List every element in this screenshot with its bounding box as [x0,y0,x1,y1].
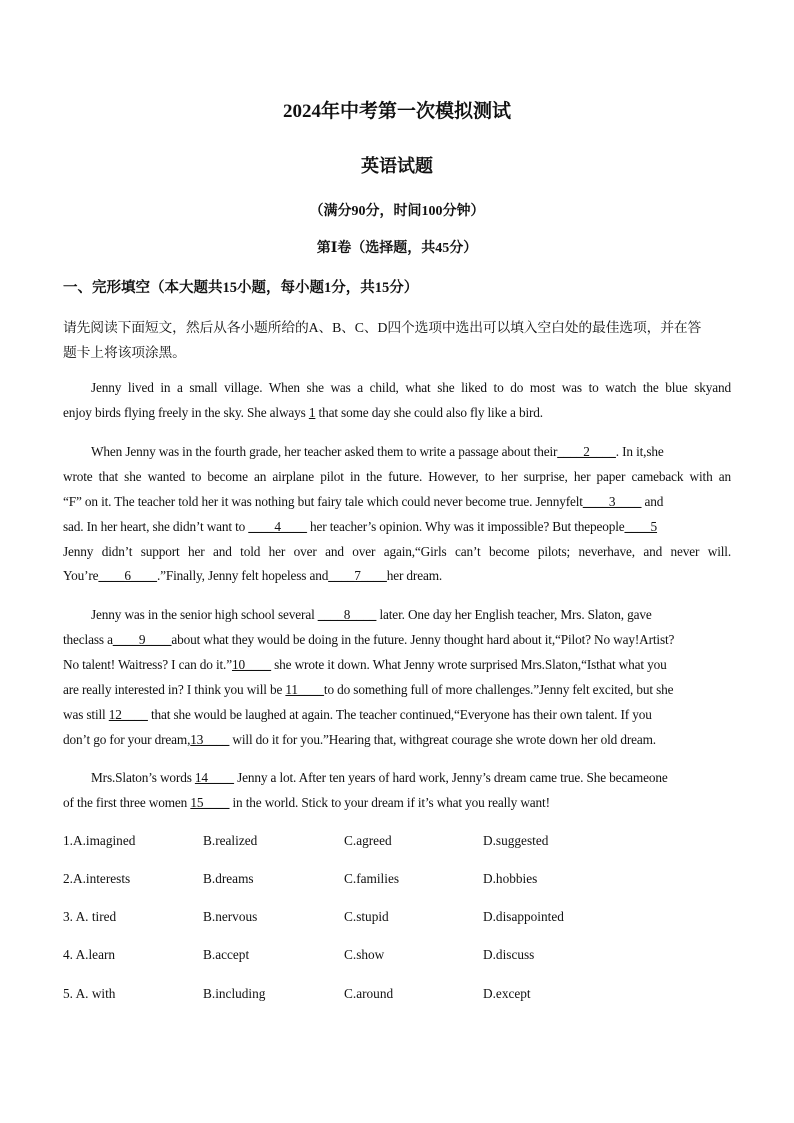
blank-5: ____5 [624,519,658,534]
blank-7: ____7____ [328,568,387,583]
passage-p3-line-2: theclass a____9____about what they would be doing in the future. Jenny thought hard about it,“Pilot? No way!Artist? [63,632,675,647]
section-heading: 一、完形填空（本大题共15小题，每小题1分，共15分） [63,280,419,296]
option-2a: 2.A.interests [63,871,131,886]
option-3c: C.stupid [344,909,389,924]
option-4c: C.show [344,947,385,962]
option-2d: D.hobbies [483,871,538,886]
option-5c: C.around [344,986,394,1001]
option-5d: D.except [483,986,531,1001]
blank-8: ____8____ [317,607,377,622]
passage-p2-line-5: Jenny didn’t support her and told her over and over again,“Girls can’t become pilots; neverhave, and never will. [63,544,731,559]
option-3b: B.nervous [203,909,258,924]
passage-p2-line-1: When Jenny was in the fourth grade, her teacher asked them to write a passage about their____2____. In it,she [91,444,664,459]
passage-p2-line-2: wrote that she wanted to become an airplane pilot in the future. However, to her surprise, her paper cameback with an [63,469,731,484]
option-4b: B.accept [203,947,250,962]
passage-p2-line-3: “F” on it. The teacher told her it was nothing but fairy tale which could never become true. Jennyfelt____3____ and [63,494,664,509]
blank-10: 10____ [231,657,271,672]
passage-p3-line-6: don’t go for your dream,13____ will do it for you.”Hearing that, withgreat courage she wrote down her old dream. [63,732,656,747]
option-3d: D.disappointed [483,909,564,924]
exam-info: （满分90分，时间100分钟） [309,204,485,219]
blank-9: ____9____ [112,632,172,647]
option-5a: 5. A. with [63,986,116,1001]
blank-12: 12____ [108,707,148,722]
option-1d: D.suggested [483,833,549,848]
exam-subject: 英语试题 [361,156,433,176]
passage-p2-line-4: sad. In her heart, she didn’t want to ____4____ her teacher’s opinion. Why was it impossible? But thepeople____5 [63,519,658,534]
option-4a: 4. A.learn [63,947,116,962]
passage-p3-line-4: are really interested in? I think you will be 11____to do something full of more challenges.”Jenny felt excited, but she [63,682,674,697]
blank-15: 15____ [190,795,230,810]
blank-13: 13____ [190,732,230,747]
option-2c: C.families [344,871,400,886]
option-1c: C.agreed [344,833,392,848]
option-1b: B.realized [203,833,258,848]
passage-p4-line-1: Mrs.Slaton’s words 14____ Jenny a lot. After ten years of hard work, Jenny’s dream came true. She becameone [91,770,668,785]
option-5b: B.including [203,986,266,1001]
option-4d: D.discuss [483,947,535,962]
passage-p4-line-2: of the first three women 15____ in the world. Stick to your dream if it’s what you really want! [63,795,550,810]
passage-p3-line-5: was still 12____ that she would be laughed at again. The teacher continued,“Everyone has their own talent. If you [63,707,652,722]
passage-p2-line-6: You’re____6____.”Finally, Jenny felt hopeless and____7____her dream. [63,568,443,583]
blank-6: ____6____ [98,568,157,583]
instruction-line-1: 请先阅读下面短文，然后从各小题所给的A、B、C、D四个选项中选出可以填入空白处的最佳选项，并在答 [63,320,702,335]
blank-2: ____2____ [557,444,616,459]
option-1a: 1.A.imagined [63,833,136,848]
volume-title: 第Ⅰ卷（选择题，共45分） [316,241,478,256]
blank-11: 11____ [285,682,324,697]
passage-p1-line-1: Jenny lived in a small village. When she was a child, what she liked to do most was to watch the blue skyand [91,380,731,395]
option-2b: B.dreams [203,871,254,886]
blank-1: 1 [308,405,316,420]
exam-title: 2024年中考第一次模拟测试 [282,101,511,122]
instruction-line-2: 题卡上将该项涂黑。 [63,345,186,360]
blank-3: ____3____ [582,494,642,509]
blank-4: ____4____ [248,519,307,534]
passage-p1-line-2: enjoy birds flying freely in the sky. She always 1 that some day she could also fly like a bird. [63,405,543,420]
blank-14: 14____ [194,770,234,785]
passage-p3-line-1: Jenny was in the senior high school several ____8____ later. One day her English teacher, Mrs. Slaton, gave [91,607,652,622]
option-3a: 3. A. tired [63,909,117,924]
passage-p3-line-3: No talent! Waitress? I can do it.”10____ she wrote it down. What Jenny wrote surprised Mrs.Slaton,“Isthat what you [63,657,667,672]
